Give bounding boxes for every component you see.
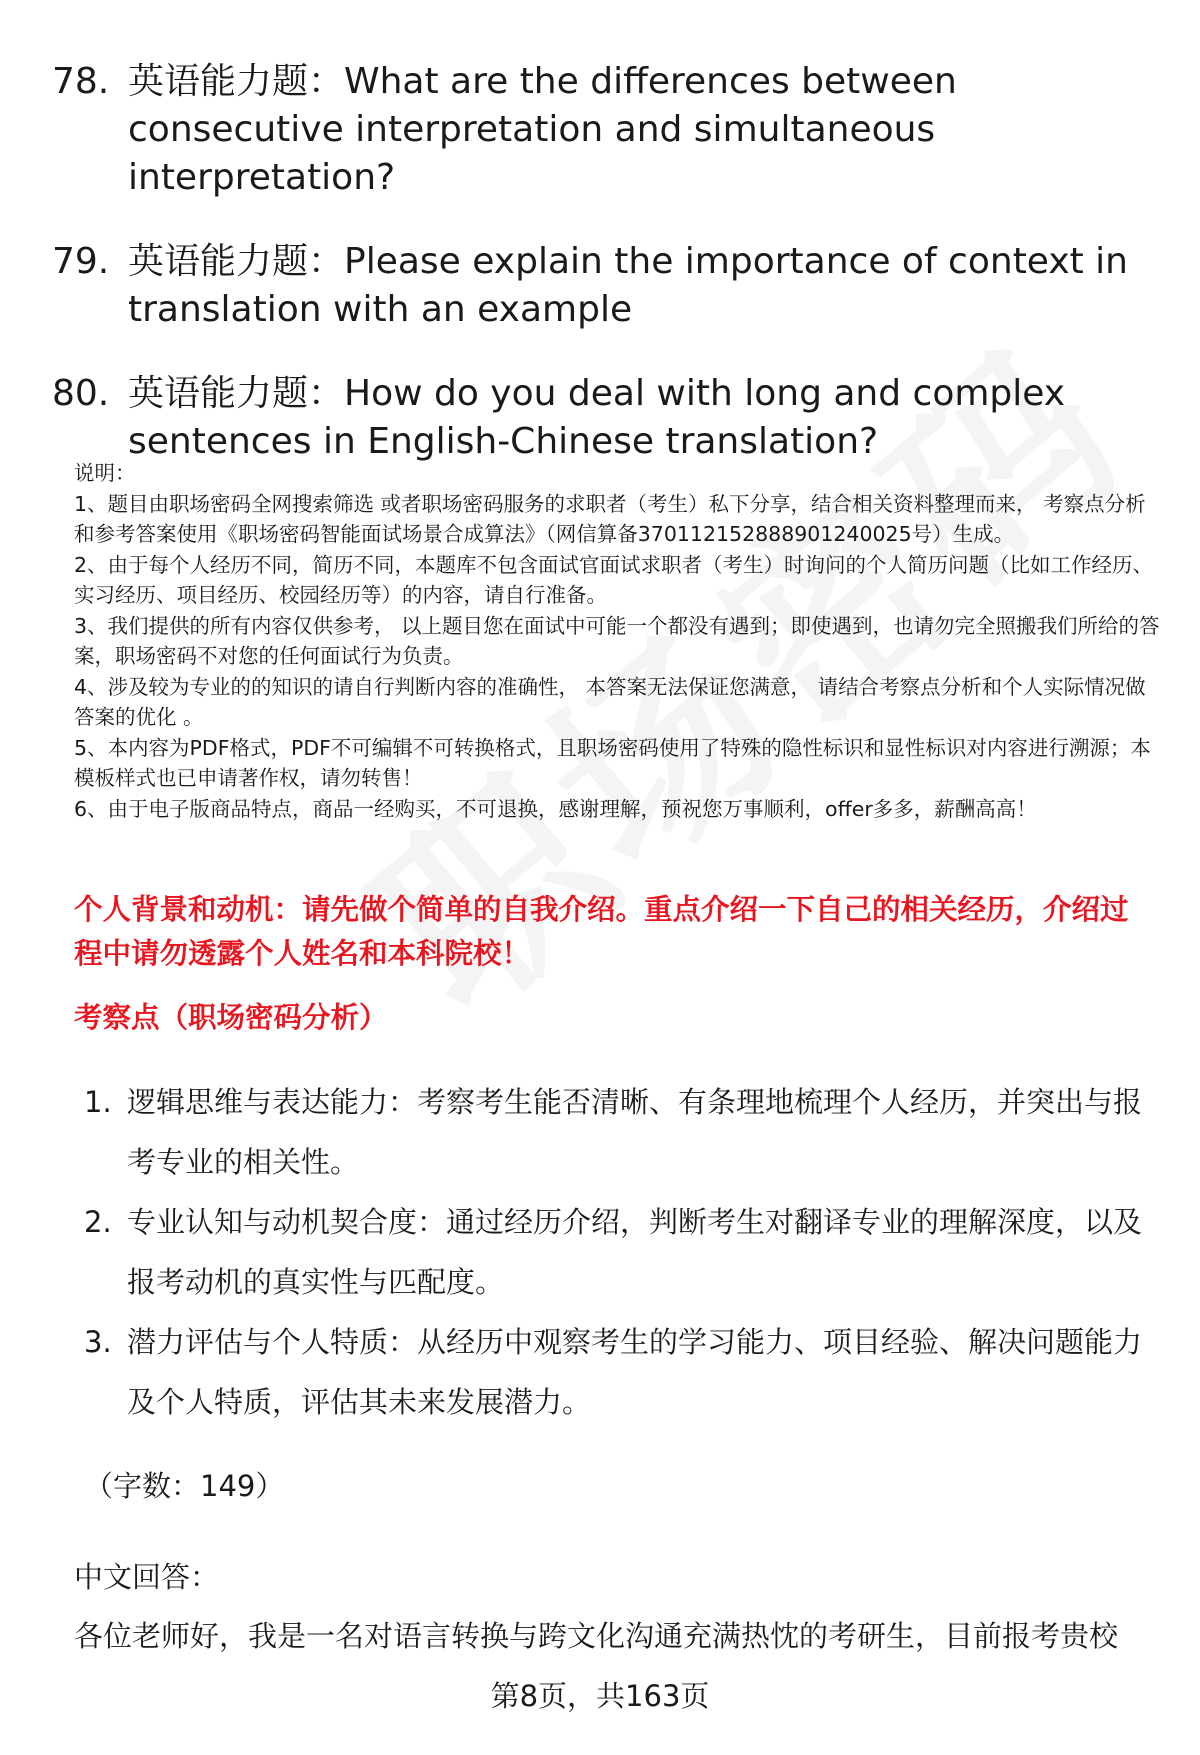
analysis-points <box>84 1072 1164 1432</box>
analysis-point <box>84 1072 1164 1192</box>
analysis-point <box>84 1312 1164 1432</box>
question-number: 78. <box>52 61 110 102</box>
point-number: 2. <box>84 1205 112 1239</box>
point-number: 3. <box>84 1325 112 1359</box>
question-text: 英语能力题：Please explain the importance of context in translation with an example <box>128 241 1129 330</box>
note-item: 3、我们提供的所有内容仅供参考， 以上题目您在面试中可能一个都没有遇到；即使遇到，也请勿完全照搬我们所给的答案，职场密码不对您的任何面试行为负责。 <box>74 613 1160 668</box>
disclaimer-notes <box>74 458 1164 824</box>
page-number: 第8页，共163页 <box>490 1679 710 1713</box>
question-item <box>52 238 1162 334</box>
question-list <box>52 58 1162 502</box>
word-count: （字数：149） <box>84 1469 285 1503</box>
point-text: 专业认知与动机契合度：通过经历介绍，判断考生对翻译专业的理解深度，以及报考动机的真实性与匹配度。 <box>127 1205 1143 1299</box>
analysis-point <box>84 1192 1164 1312</box>
note-item: 5、本内容为PDF格式，PDF不可编辑不可转换格式，且职场密码使用了特殊的隐性标识和显性标识对内容进行溯源；本模板样式也已申请著作权，请勿转售！ <box>74 735 1151 790</box>
answer-text: 各位老师好，我是一名对语言转换与跨文化沟通充满热忱的考研生，目前报考贵校 <box>74 1619 1119 1653</box>
analysis-heading: 考察点（职场密码分析） <box>74 1001 388 1034</box>
question-number: 80. <box>52 373 110 414</box>
question-item <box>52 58 1162 202</box>
point-number: 1. <box>84 1085 112 1119</box>
point-text: 潜力评估与个人特质：从经历中观察考生的学习能力、项目经验、解决问题能力及个人特质，评估其未来发展潜力。 <box>127 1325 1143 1419</box>
note-item: 1、题目由职场密码全网搜索筛选 或者职场密码服务的求职者（考生）私下分享，结合相关资料整理而来， 考察点分析和参考答案使用《职场密码智能面试场景合成算法》（网信算备370112152888901240025号）生成。 <box>74 491 1146 546</box>
question-text: 英语能力题：How do you deal with long and complex sentences in English-Chinese translation? <box>128 373 1066 462</box>
note-item: 6、由于电子版商品特点，商品一经购买，不可退换，感谢理解，预祝您万事顺利，offer多多，薪酬高高！ <box>74 796 1037 821</box>
question-number: 79. <box>52 241 110 282</box>
point-text: 逻辑思维与表达能力：考察考生能否清晰、有条理地梳理个人经历，并突出与报考专业的相关性。 <box>127 1085 1143 1179</box>
question-heading: 个人背景和动机：请先做个简单的自我介绍。重点介绍一下自己的相关经历，介绍过程中请勿透露个人姓名和本科院校！ <box>74 893 1129 970</box>
note-item: 2、由于每个人经历不同，简历不同，本题库不包含面试官面试求职者（考生）时询问的个人简历问题（比如工作经历、实习经历、项目经历、校园经历等）的内容，请自行准备。 <box>74 552 1154 607</box>
answer-label: 中文回答： <box>74 1560 220 1594</box>
notes-title: 说明： <box>74 461 136 485</box>
question-text: 英语能力题：What are the differences between consecutive interpretation and simultaneous interpretation? <box>128 61 957 198</box>
question-item <box>52 370 1162 466</box>
note-item: 4、涉及较为专业的的知识的请自行判断内容的准确性， 本答案无法保证您满意， 请结合考察点分析和个人实际情况做答案的优化 。 <box>74 674 1146 729</box>
